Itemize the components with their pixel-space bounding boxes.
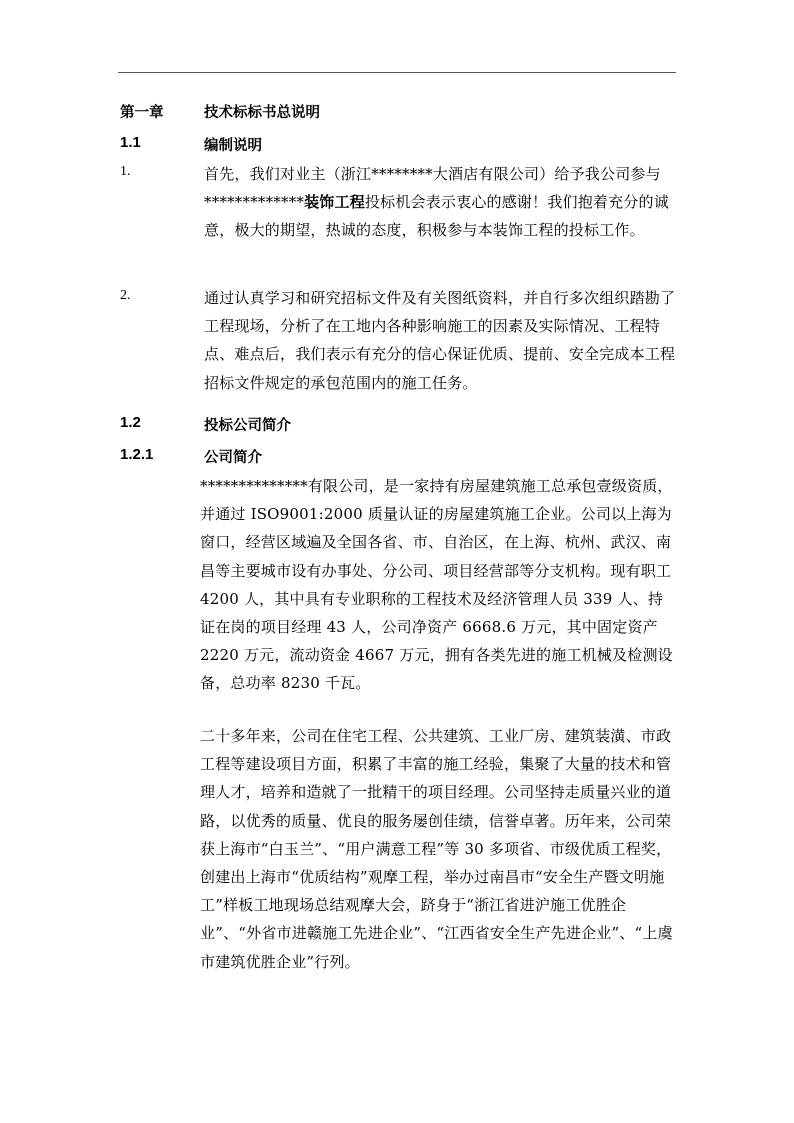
company-paragraph-2 — [200, 722, 678, 976]
section-number: 1.2.1 — [120, 446, 154, 463]
chapter-number: 第一章 — [120, 105, 164, 121]
item-1-text-a: 首先，我们对业主（浙江********大酒店有限公司）给予我公司参与************* — [204, 165, 661, 212]
section-title: 公司简介 — [204, 450, 262, 466]
item-1-text-bold: 装饰工程 — [304, 193, 365, 212]
company-paragraph-1-text: **************有限公司，是一家持有房屋建筑施工总承包壹级资质，并通过 ISO9001:2000 质量认证的房屋建筑施工企业。公司以上海为窗口，经营区域遍及全国各省、市、自治区，在上海、杭州、武汉、南昌等主要城市设有办事处、分公司、项目经营部等分支机构。现有职工 4200 人，其中具有专业职称的工程技术及经济管理人员 339 人、持证在岗的项目经理 43 人，公司净资产 6668.6 万元，其中固定资产 2220 万元，流动资金 4667 万元，拥有各类先进的施工机械及检测设备，总功率 8230 千瓦。 — [200, 477, 673, 693]
list-item-text — [204, 284, 676, 397]
section-title: 投标公司简介 — [204, 418, 291, 434]
list-item-number: 2. — [120, 288, 131, 303]
section-number: 1.1 — [120, 134, 141, 151]
chapter-title: 技术标标书总说明 — [204, 105, 320, 121]
section-number: 1.2 — [120, 414, 141, 431]
list-item-number: 1. — [120, 164, 131, 179]
company-paragraph-2-text: 二十多年来，公司在住宅工程、公共建筑、工业厂房、建筑装潢、市政工程等建设项目方面，积累了丰富的施工经验，集聚了大量的技术和管理人才，培养和造就了一批精干的项目经理。公司坚持走质量兴业的道路，以优秀的质量、优良的服务屡创佳绩，信誉卓著。历年来，公司荣获上海市“白玉兰”、“用户满意工程”等 30 多项省、市级优质工程奖，创建出上海市“优质结构”观摩工程，举办过南昌市“安全生产暨文明施工”样板工地现场总结观摩大会，跻身于“浙江省进沪施工优胜企业”、“外省市进赣施工先进企业”、“江西省安全生产先进企业”、“上虞市建筑优胜企业”行列。 — [200, 727, 673, 971]
header-rule — [118, 72, 676, 73]
section-title: 编制说明 — [204, 138, 262, 154]
list-item-text — [204, 160, 676, 245]
item-2-text: 通过认真学习和研究招标文件及有关图纸资料，并自行多次组织踏勘了工程现场，分析了在工地内各种影响施工的因素及实际情况、工程特点、难点后，我们表示有充分的信心保证优质、提前、安全完成本工程招标文件规定的承包范围内的施工任务。 — [204, 289, 676, 392]
company-paragraph-1 — [200, 472, 678, 698]
item-1-text-b: 投标机会表示衷心的感谢！我们抱着充分的诚意，极大的期望，热诚的态度，积极参与本装饰工程的投标工作。 — [204, 193, 669, 240]
